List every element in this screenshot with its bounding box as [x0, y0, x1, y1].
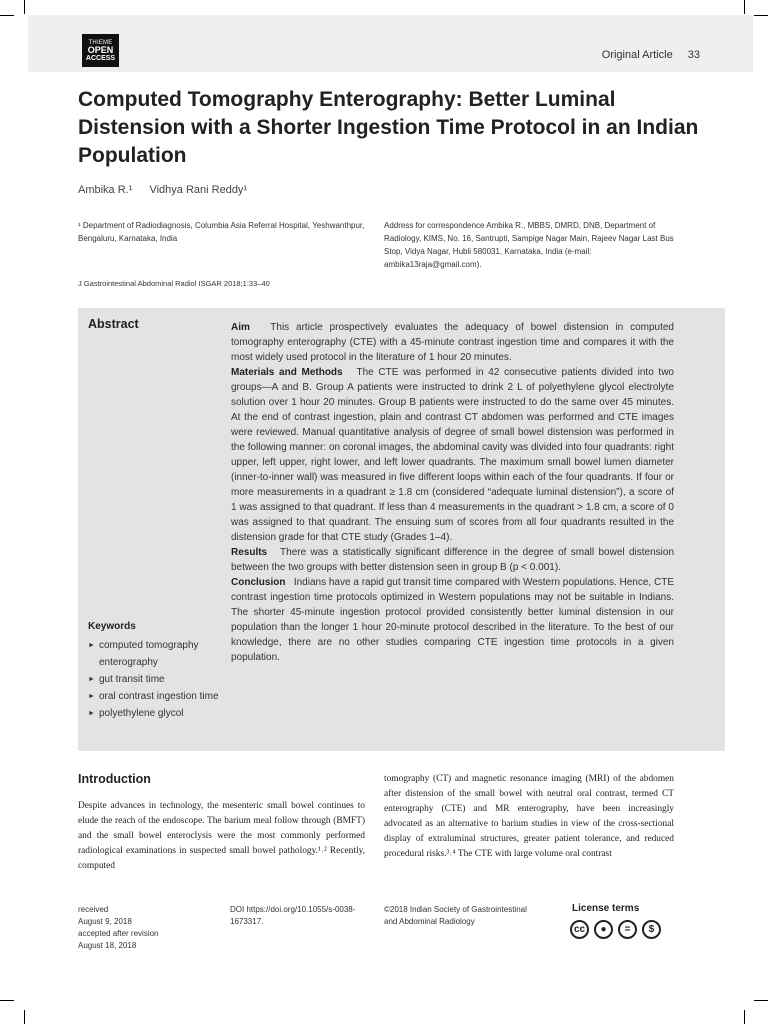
- crop-mark: [754, 15, 768, 16]
- affiliation: ¹ Department of Radiodiagnosis, Columbia Asia Referral Hospital, Yeshwanthpur, Bengaluru, Karnataka, India: [78, 221, 365, 243]
- conclusion-text: Indians have a rapid gut transit time compared with Western populations. Hence, CTE contrast ingestion time protocols optimized in Western populations may not be suitable in Indians. The shorter 45-minute ingestion protocol provided consistently better luminal distension in our population than the longer 1 hour 20-minute protocol described in the literature. To the best of our knowledge, there are no other studies comparing CTE ingestion time protocols in a given population.: [231, 577, 674, 663]
- crop-mark: [24, 0, 25, 14]
- crop-mark: [744, 1010, 745, 1024]
- license-terms-heading: License terms: [572, 903, 640, 914]
- cc-icon: cc: [570, 920, 589, 939]
- introduction-heading: Introduction: [78, 772, 151, 786]
- authors: [78, 184, 247, 196]
- results-label: Results: [231, 547, 268, 558]
- thieme-open-access-logo: THIEME OPEN ACCESS: [82, 34, 119, 67]
- keyword-item: ► polyethylene glycol: [88, 705, 223, 722]
- crop-mark: [744, 0, 745, 14]
- aim-text: This article prospectively evaluates the adequacy of bowel distension in computed tomography enterography (CTE) with a 45-minute contrast ingestion time and compares it with the most widely used protocol in the literature of 1 hour 20 minutes.: [231, 322, 674, 363]
- header-band: [28, 15, 753, 72]
- keyword-item: ► gut transit time: [88, 671, 223, 688]
- license-icons: [570, 920, 661, 939]
- received-date: August 9, 2018: [78, 917, 132, 926]
- nd-icon: =: [618, 920, 637, 939]
- copyright: ©2018 Indian Society of Gastrointestinal and Abdominal Radiology: [384, 905, 527, 926]
- article-title: Computed Tomography Enterography: Better Luminal Distension with a Shorter Ingestion Time Protocol in an Indian Population: [78, 88, 699, 167]
- methods-text: The CTE was performed in 42 consecutive patients divided into two groups—A and B. Group A patients were instructed to drink 2 L of polyethylene glycol electrolyte solution over 1 hour 20 minutes. Group B patients were instructed to do the same over 45 minutes. At the end of contrast ingestion, plain and contrast CT abdomen was performed and CTE images were reviewed. Manual quantitative analysis of degree of small bowel distension was performed in the following manner: on coronal images, the abdominal cavity was divided into four quadrants: right upper, left upper, right lower, and left lower quadrants. The maximum small bowel lumen diameter (inner-to-inner wall) was measured in five different loops within each of the four quadrants. If four or more measurements in a quadrant ≥ 1.8 cm (considered “adequate luminal distension”), a score of 1 was assigned to that quadrant. If less than 4 measurements in the quadrant > 1.8 cm, a score of 0 was assigned to that quadrant. The ensuing sum of scores from all four quadrants resulted in the distension grade for that CTE study (Grades 1–4).: [231, 367, 674, 543]
- results-text: There was a statistically significant difference in the degree of small bowel distension between the two groups with better distension seen in group B (p < 0.001).: [231, 547, 675, 573]
- doi: DOI https://doi.org/10.1055/s-0038-1673317.: [230, 905, 356, 926]
- article-type: Original Article: [601, 49, 673, 61]
- received-dates: [78, 904, 218, 952]
- crop-mark: [0, 1000, 14, 1001]
- keyword-item: ► computed tomography enterography: [88, 637, 223, 671]
- abstract-text: [231, 320, 674, 665]
- keywords-heading: Keywords: [88, 621, 136, 632]
- crop-mark: [754, 1000, 768, 1001]
- introduction-column-2: tomography (CT) and magnetic resonance imaging (MRI) of the abdomen after distension of the small bowel with neutral oral contrast, termed CT enterography (CTE) and MR enterography, have been increasingly advocated as an alternative to barium studies in view of the cross-sectional display of extraluminal structures, greater patient tolerance, and reduced procedural risks.³˒⁴ The CTE with large volume oral contrast: [384, 774, 674, 859]
- accepted-date: August 18, 2018: [78, 941, 137, 950]
- running-header: [602, 49, 700, 61]
- keywords-list: [88, 637, 223, 722]
- page-number: 33: [687, 49, 700, 61]
- keyword-item: ► oral contrast ingestion time: [88, 688, 223, 705]
- crop-mark: [0, 15, 14, 16]
- crop-mark: [24, 1010, 25, 1024]
- received-label: received: [78, 905, 109, 914]
- by-icon: ●: [594, 920, 613, 939]
- conclusion-label: Conclusion: [231, 577, 286, 588]
- aim-label: Aim: [231, 322, 250, 333]
- nc-icon: $: [642, 920, 661, 939]
- abstract-heading: Abstract: [88, 317, 139, 331]
- accepted-label: accepted after revision: [78, 929, 159, 938]
- author: Vidhya Rani Reddy¹: [149, 184, 248, 196]
- author: Ambika R.¹: [78, 184, 133, 196]
- methods-label: Materials and Methods: [231, 367, 343, 378]
- introduction-column-1: Despite advances in technology, the mesenteric small bowel continues to elude the reach of the endoscope. The barium meal follow through (BMFT) and the small bowel enteroclysis were the most commonly performed radiological examinations in suspected small bowel pathology.¹˒² Recently, computed: [78, 801, 365, 871]
- journal-citation: J Gastrointestinal Abdominal Radiol ISGAR 2018;1:33–40: [78, 279, 270, 288]
- correspondence-address: Address for correspondence Ambika R., MBBS, DMRD, DNB, Department of Radiology, KIMS, No. 16, Santrupti, Sampige Nagar Main, Rajeev Nagar Last Bus Stop, Vidya Nagar, Hubli 580031, Karnataka, India (e-mail: ambika13raja@gmail.com).: [384, 221, 674, 269]
